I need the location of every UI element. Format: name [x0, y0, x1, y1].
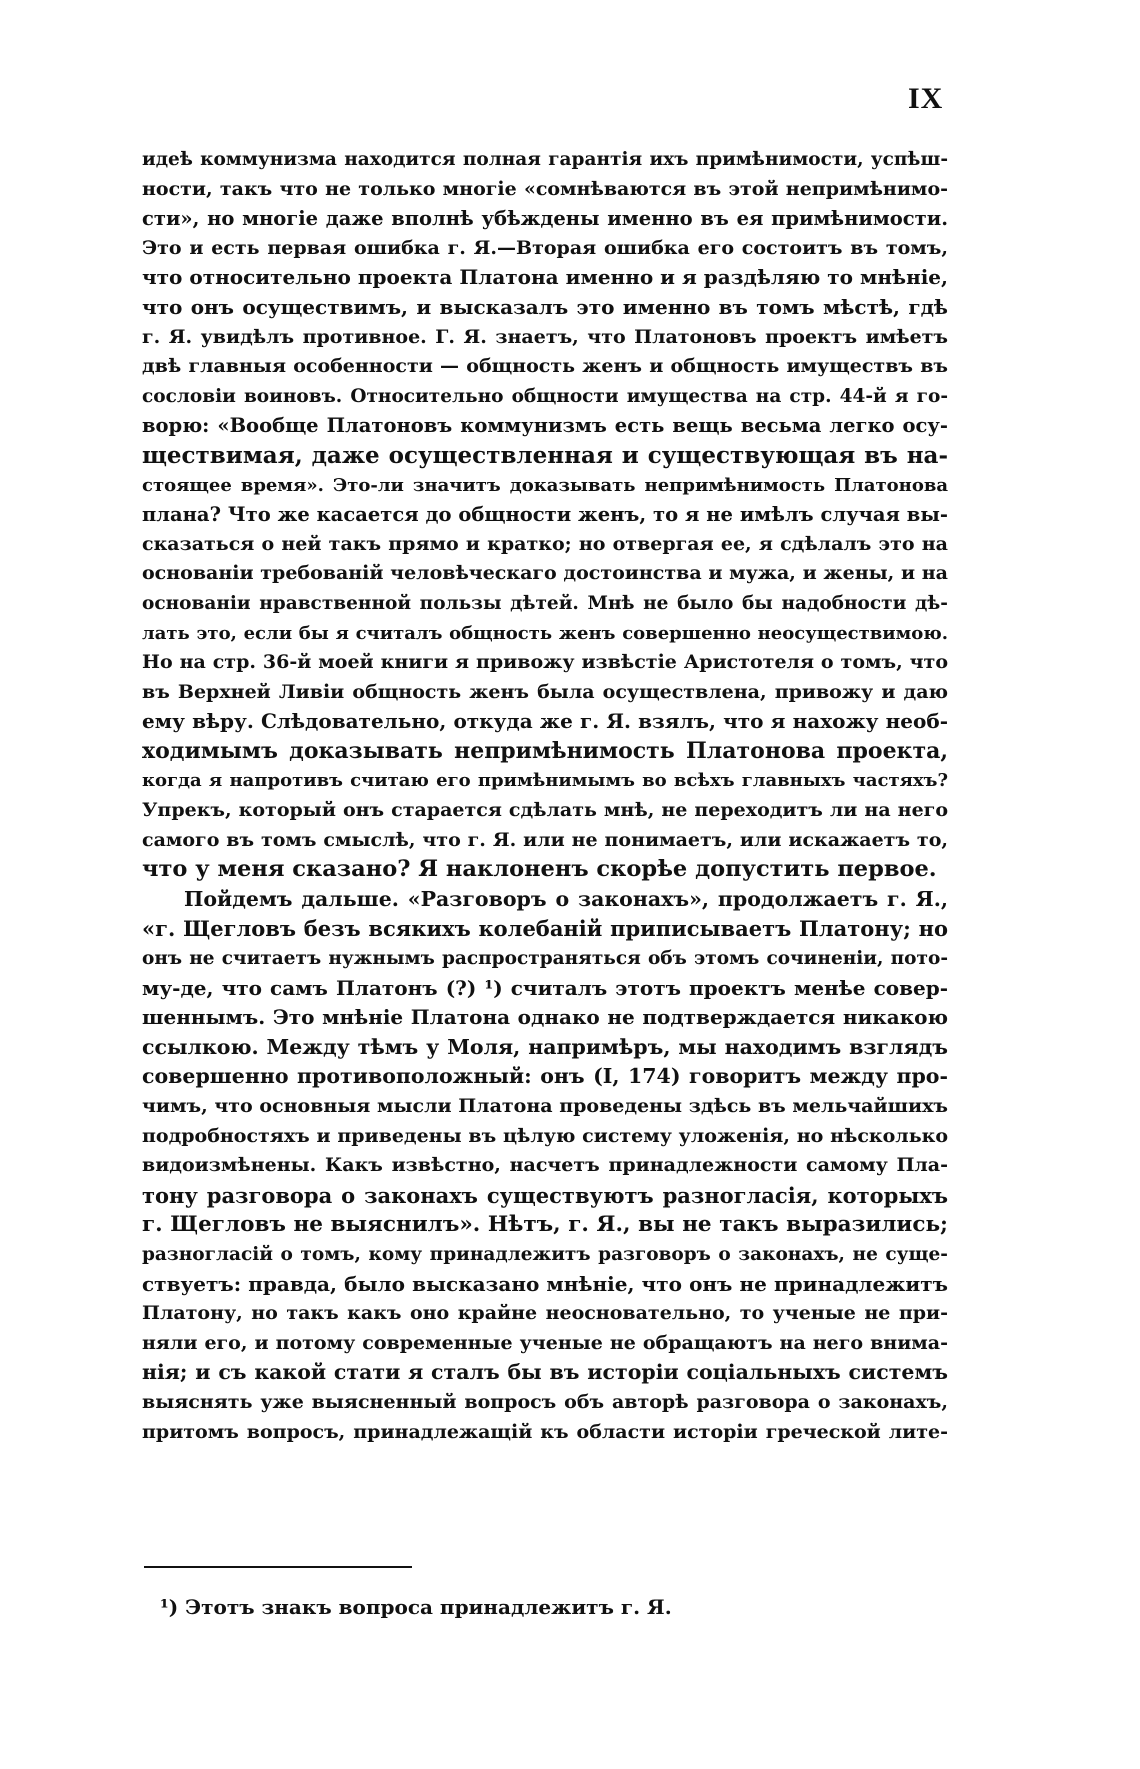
text-line: стоящее время». Это-ли значитъ доказывать непримѣнимость Платонова [142, 474, 948, 496]
text-line: самого въ томъ смыслѣ, что г. Я. или не понимаетъ, или искажаетъ то, [142, 828, 948, 851]
text-line: шеннымъ. Это мнѣніе Платона однако не подтверждается никакою [142, 1005, 948, 1030]
text-line: Платону, но такъ какъ оно крайне неосновательно, то ученые не при- [142, 1302, 948, 1325]
text-line: Но на стр. 36-й моей книги я привожу извѣстіе Аристотеля о томъ, что [142, 651, 948, 674]
text-line: ему вѣру. Слѣдовательно, откуда же г. Я. взялъ, что я нахожу необ- [142, 709, 948, 734]
text-line-paragraph-end: что у меня сказано? Я наклоненъ скорѣе допустить первое. [142, 856, 937, 883]
text-line: «г. Щегловъ безъ всякихъ колебаній приписываетъ Платону; но [142, 916, 948, 942]
text-line: ществимая, даже осуществленная и существующая въ на- [142, 441, 948, 469]
text-line: ности, такъ что не только многіе «сомнѣваются въ этой непримѣнимо- [142, 177, 948, 200]
page-number: IX [908, 82, 944, 115]
text-line: видоизмѣнены. Какъ извѣстно, насчетъ принадлежности самому Пла- [142, 1154, 948, 1177]
text-line: притомъ вопросъ, принадлежащій къ области исторіи греческой лите- [142, 1420, 948, 1443]
text-line: основаніи нравственной пользы дѣтей. Мнѣ не было бы надобности дѣ- [142, 592, 948, 614]
text-line: плана? Что же касается до общности женъ, то я не имѣлъ случая вы- [142, 503, 948, 527]
text-line: няли его, и потому современные ученые не обращаютъ на него внима- [142, 1331, 948, 1354]
text-line: сти», но многіе даже вполнѣ убѣждены именно въ ея примѣнимости. [142, 207, 948, 231]
text-line: сословіи воиновъ. Относительно общности имущества на стр. 44-й я го- [142, 385, 948, 407]
text-line: разногласій о томъ, кому принадлежитъ разговоръ о законахъ, не суще- [142, 1243, 948, 1265]
text-line: Это и есть первая ошибка г. Я.—Вторая ошибка его состоитъ въ томъ, [142, 236, 948, 259]
text-line: ходимымъ доказывать непримѣнимость Платонова проекта, [142, 737, 948, 764]
text-line: когда я напротивъ считаю его примѣнимымъ во всѣхъ главныхъ частяхъ? [142, 770, 948, 792]
text-line: совершенно противоположный: онъ (I, 174) говоритъ между про- [142, 1064, 948, 1089]
text-line: идеѣ коммунизма находится полная гарантія ихъ примѣнимости, успѣш- [142, 149, 948, 170]
text-line: ссылкою. Между тѣмъ у Моля, напримѣръ, мы находимъ взглядъ [142, 1034, 948, 1059]
text-line: г. Щегловъ не выяснилъ». Нѣтъ, г. Я., вы не такъ выразились; [142, 1212, 948, 1238]
text-line: чимъ, что основныя мысли Платона проведены здѣсь въ мельчайшихъ [142, 1095, 948, 1117]
footnote: ¹) Этотъ знакъ вопроса принадлежитъ г. Я. [160, 1595, 672, 1619]
text-line: подробностяхъ и приведены въ цѣлую систему уложенія, но нѣсколько [142, 1124, 948, 1147]
text-line: тону разговора о законахъ существуютъ разногласія, которыхъ [142, 1182, 948, 1208]
text-line: ствуетъ: правда, было высказано мнѣніе, что онъ не принадлежитъ [142, 1271, 948, 1296]
text-line: сказаться о ней такъ прямо и кратко; но отвергая ее, я сдѣлалъ это на [142, 532, 948, 555]
text-line: въ Верхней Ливіи общность женъ была осуществлена, привожу и даю [142, 680, 948, 703]
text-line-paragraph-start: Пойдемъ дальше. «Разговоръ о законахъ», продолжаетъ г. Я., [184, 886, 948, 911]
text-line: что относительно проекта Платона именно и я раздѣляю то мнѣніе, [142, 265, 948, 290]
text-line: выяснять уже выясненный вопросъ объ авторѣ разговора о законахъ, [142, 1390, 948, 1413]
body-text [142, 145, 948, 1447]
text-line: му-де, что самъ Платонъ (?) ¹) считалъ этотъ проектъ менѣе совер- [142, 975, 948, 1000]
footnote-divider [144, 1566, 412, 1568]
text-line: г. Я. увидѣлъ противное. Г. Я. знаетъ, что Платоновъ проектъ имѣетъ [142, 325, 948, 348]
text-line: онъ не считаетъ нужнымъ распространяться объ этомъ сочиненіи, пото- [142, 948, 948, 970]
text-line: нія; и съ какой стати я сталъ бы въ исторіи соціальныхъ системъ [142, 1360, 948, 1385]
text-line: что онъ осуществимъ, и высказалъ это именно въ томъ мѣстѣ, гдѣ [142, 294, 948, 319]
text-line: двѣ главныя особенности — общность женъ и общность имуществъ въ [142, 355, 948, 378]
text-line: лать это, если бы я считалъ общность женъ совершенно неосуществимою. [142, 622, 948, 644]
text-line: ворю: «Вообще Платоновъ коммунизмъ есть вещь весьма легко осу- [142, 414, 948, 438]
text-line: Упрекъ, который онъ старается сдѣлать мнѣ, не переходитъ ли на него [142, 799, 948, 822]
text-line: основаніи требованій человѣческаго достоинства и мужа, и жены, и на [142, 562, 948, 585]
